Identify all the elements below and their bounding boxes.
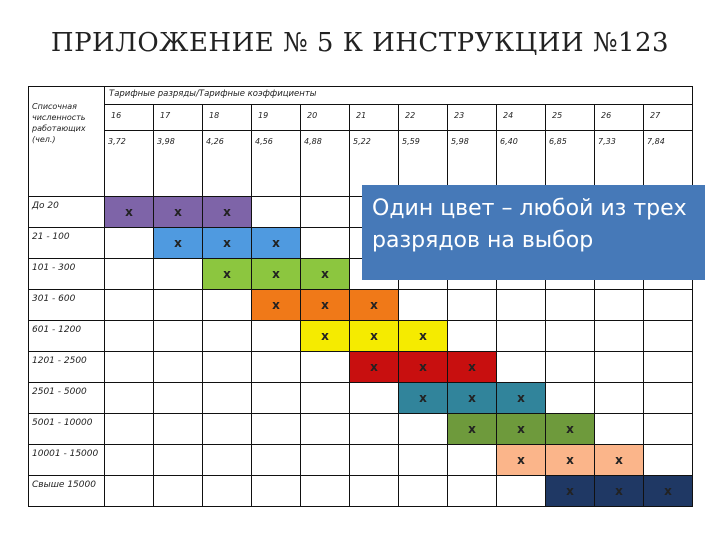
table-row bbox=[29, 476, 693, 507]
mark-cell: x bbox=[497, 414, 546, 445]
empty-cell bbox=[595, 352, 644, 383]
empty-cell bbox=[105, 352, 154, 383]
coefficient-cell: 7,84 bbox=[644, 131, 693, 197]
empty-cell bbox=[399, 290, 448, 321]
mark-cell: x bbox=[154, 228, 203, 259]
empty-cell bbox=[154, 321, 203, 352]
grade-cell: 16 bbox=[105, 105, 154, 131]
empty-cell bbox=[105, 383, 154, 414]
corner-label: Списочная численность работающих (чел.) bbox=[29, 87, 105, 197]
mark-cell: x bbox=[252, 228, 301, 259]
coefficient-cell: 4,26 bbox=[203, 131, 252, 197]
empty-cell bbox=[497, 476, 546, 507]
row-label: 5001 - 10000 bbox=[29, 414, 105, 445]
mark-cell: x bbox=[350, 352, 399, 383]
table-row bbox=[29, 445, 693, 476]
empty-cell bbox=[203, 352, 252, 383]
empty-cell bbox=[203, 321, 252, 352]
empty-cell bbox=[203, 414, 252, 445]
header-row bbox=[29, 87, 693, 105]
mark-cell: x bbox=[497, 445, 546, 476]
coefficient-cell: 6,85 bbox=[546, 131, 595, 197]
empty-cell bbox=[252, 352, 301, 383]
empty-cell bbox=[154, 259, 203, 290]
empty-cell bbox=[105, 476, 154, 507]
empty-cell bbox=[105, 414, 154, 445]
grade-cell: 22 bbox=[399, 105, 448, 131]
empty-cell bbox=[154, 290, 203, 321]
row-label: 1201 - 2500 bbox=[29, 352, 105, 383]
table-row bbox=[29, 352, 693, 383]
empty-cell bbox=[497, 290, 546, 321]
mark-cell: x bbox=[497, 383, 546, 414]
empty-cell bbox=[154, 414, 203, 445]
row-label: 301 - 600 bbox=[29, 290, 105, 321]
mark-cell: x bbox=[448, 414, 497, 445]
row-label: 21 - 100 bbox=[29, 228, 105, 259]
coefficient-cell: 4,56 bbox=[252, 131, 301, 197]
mark-cell: x bbox=[203, 228, 252, 259]
empty-cell bbox=[105, 259, 154, 290]
coefficient-cell: 6,40 bbox=[497, 131, 546, 197]
mark-cell: x bbox=[105, 197, 154, 228]
mark-cell: x bbox=[399, 321, 448, 352]
row-label: До 20 bbox=[29, 197, 105, 228]
empty-cell bbox=[399, 445, 448, 476]
tariff-table bbox=[28, 86, 693, 507]
empty-cell bbox=[350, 383, 399, 414]
empty-cell bbox=[497, 321, 546, 352]
grade-cell: 25 bbox=[546, 105, 595, 131]
empty-cell bbox=[105, 445, 154, 476]
empty-cell bbox=[546, 352, 595, 383]
empty-cell bbox=[448, 290, 497, 321]
mark-cell: x bbox=[350, 290, 399, 321]
empty-cell bbox=[644, 445, 693, 476]
mark-cell: x bbox=[448, 383, 497, 414]
mark-cell: x bbox=[546, 445, 595, 476]
empty-cell bbox=[252, 383, 301, 414]
coefficient-cell: 5,22 bbox=[350, 131, 399, 197]
empty-cell bbox=[301, 228, 350, 259]
grades-header: Тарифные разряды/Тарифные коэффициенты bbox=[105, 87, 693, 105]
mark-cell: x bbox=[399, 383, 448, 414]
mark-cell: x bbox=[301, 259, 350, 290]
empty-cell bbox=[252, 445, 301, 476]
empty-cell bbox=[252, 476, 301, 507]
empty-cell bbox=[448, 476, 497, 507]
empty-cell bbox=[350, 476, 399, 507]
table-row bbox=[29, 290, 693, 321]
empty-cell bbox=[497, 352, 546, 383]
grade-cell: 18 bbox=[203, 105, 252, 131]
grade-cell: 27 bbox=[644, 105, 693, 131]
empty-cell bbox=[301, 445, 350, 476]
empty-cell bbox=[644, 352, 693, 383]
grade-cell: 26 bbox=[595, 105, 644, 131]
empty-cell bbox=[105, 321, 154, 352]
table-row bbox=[29, 321, 693, 352]
mark-cell: x bbox=[154, 197, 203, 228]
mark-cell: x bbox=[595, 476, 644, 507]
empty-cell bbox=[301, 197, 350, 228]
callout-note: Один цвет – любой из трех разрядов на выбор bbox=[362, 185, 705, 280]
empty-cell bbox=[448, 445, 497, 476]
mark-cell: x bbox=[203, 259, 252, 290]
grade-cell: 24 bbox=[497, 105, 546, 131]
empty-cell bbox=[203, 290, 252, 321]
empty-cell bbox=[301, 383, 350, 414]
grade-cell: 20 bbox=[301, 105, 350, 131]
empty-cell bbox=[105, 228, 154, 259]
row-label: Свыше 15000 bbox=[29, 476, 105, 507]
empty-cell bbox=[301, 476, 350, 507]
empty-cell bbox=[546, 290, 595, 321]
grade-row bbox=[29, 105, 693, 131]
empty-cell bbox=[203, 476, 252, 507]
empty-cell bbox=[546, 321, 595, 352]
empty-cell bbox=[399, 476, 448, 507]
mark-cell: x bbox=[399, 352, 448, 383]
row-label: 101 - 300 bbox=[29, 259, 105, 290]
coefficient-cell: 3,72 bbox=[105, 131, 154, 197]
grade-cell: 17 bbox=[154, 105, 203, 131]
mark-cell: x bbox=[203, 197, 252, 228]
coefficient-cell: 3,98 bbox=[154, 131, 203, 197]
grade-cell: 19 bbox=[252, 105, 301, 131]
mark-cell: x bbox=[350, 321, 399, 352]
empty-cell bbox=[154, 352, 203, 383]
empty-cell bbox=[154, 476, 203, 507]
empty-cell bbox=[154, 383, 203, 414]
mark-cell: x bbox=[644, 476, 693, 507]
empty-cell bbox=[203, 445, 252, 476]
mark-cell: x bbox=[546, 476, 595, 507]
table-row bbox=[29, 383, 693, 414]
empty-cell bbox=[546, 383, 595, 414]
empty-cell bbox=[595, 290, 644, 321]
mark-cell: x bbox=[595, 445, 644, 476]
empty-cell bbox=[252, 197, 301, 228]
mark-cell: x bbox=[448, 352, 497, 383]
empty-cell bbox=[644, 414, 693, 445]
coefficient-cell: 4,88 bbox=[301, 131, 350, 197]
empty-cell bbox=[644, 290, 693, 321]
empty-cell bbox=[595, 321, 644, 352]
grade-cell: 21 bbox=[350, 105, 399, 131]
empty-cell bbox=[203, 383, 252, 414]
empty-cell bbox=[399, 414, 448, 445]
empty-cell bbox=[595, 414, 644, 445]
mark-cell: x bbox=[252, 259, 301, 290]
empty-cell bbox=[252, 321, 301, 352]
empty-cell bbox=[448, 321, 497, 352]
empty-cell bbox=[154, 445, 203, 476]
empty-cell bbox=[301, 352, 350, 383]
empty-cell bbox=[595, 383, 644, 414]
mark-cell: x bbox=[252, 290, 301, 321]
row-label: 2501 - 5000 bbox=[29, 383, 105, 414]
mark-cell: x bbox=[546, 414, 595, 445]
empty-cell bbox=[301, 414, 350, 445]
mark-cell: x bbox=[301, 321, 350, 352]
empty-cell bbox=[644, 321, 693, 352]
page-title: ПРИЛОЖЕНИЕ № 5 К ИНСТРУКЦИИ №123 bbox=[50, 28, 670, 58]
mark-cell: x bbox=[301, 290, 350, 321]
row-label: 10001 - 15000 bbox=[29, 445, 105, 476]
row-label: 601 - 1200 bbox=[29, 321, 105, 352]
coefficient-cell: 7,33 bbox=[595, 131, 644, 197]
coefficient-cell: 5,98 bbox=[448, 131, 497, 197]
empty-cell bbox=[350, 445, 399, 476]
coefficient-cell: 5,59 bbox=[399, 131, 448, 197]
grade-cell: 23 bbox=[448, 105, 497, 131]
empty-cell bbox=[350, 414, 399, 445]
table-row bbox=[29, 414, 693, 445]
empty-cell bbox=[644, 383, 693, 414]
empty-cell bbox=[105, 290, 154, 321]
empty-cell bbox=[252, 414, 301, 445]
